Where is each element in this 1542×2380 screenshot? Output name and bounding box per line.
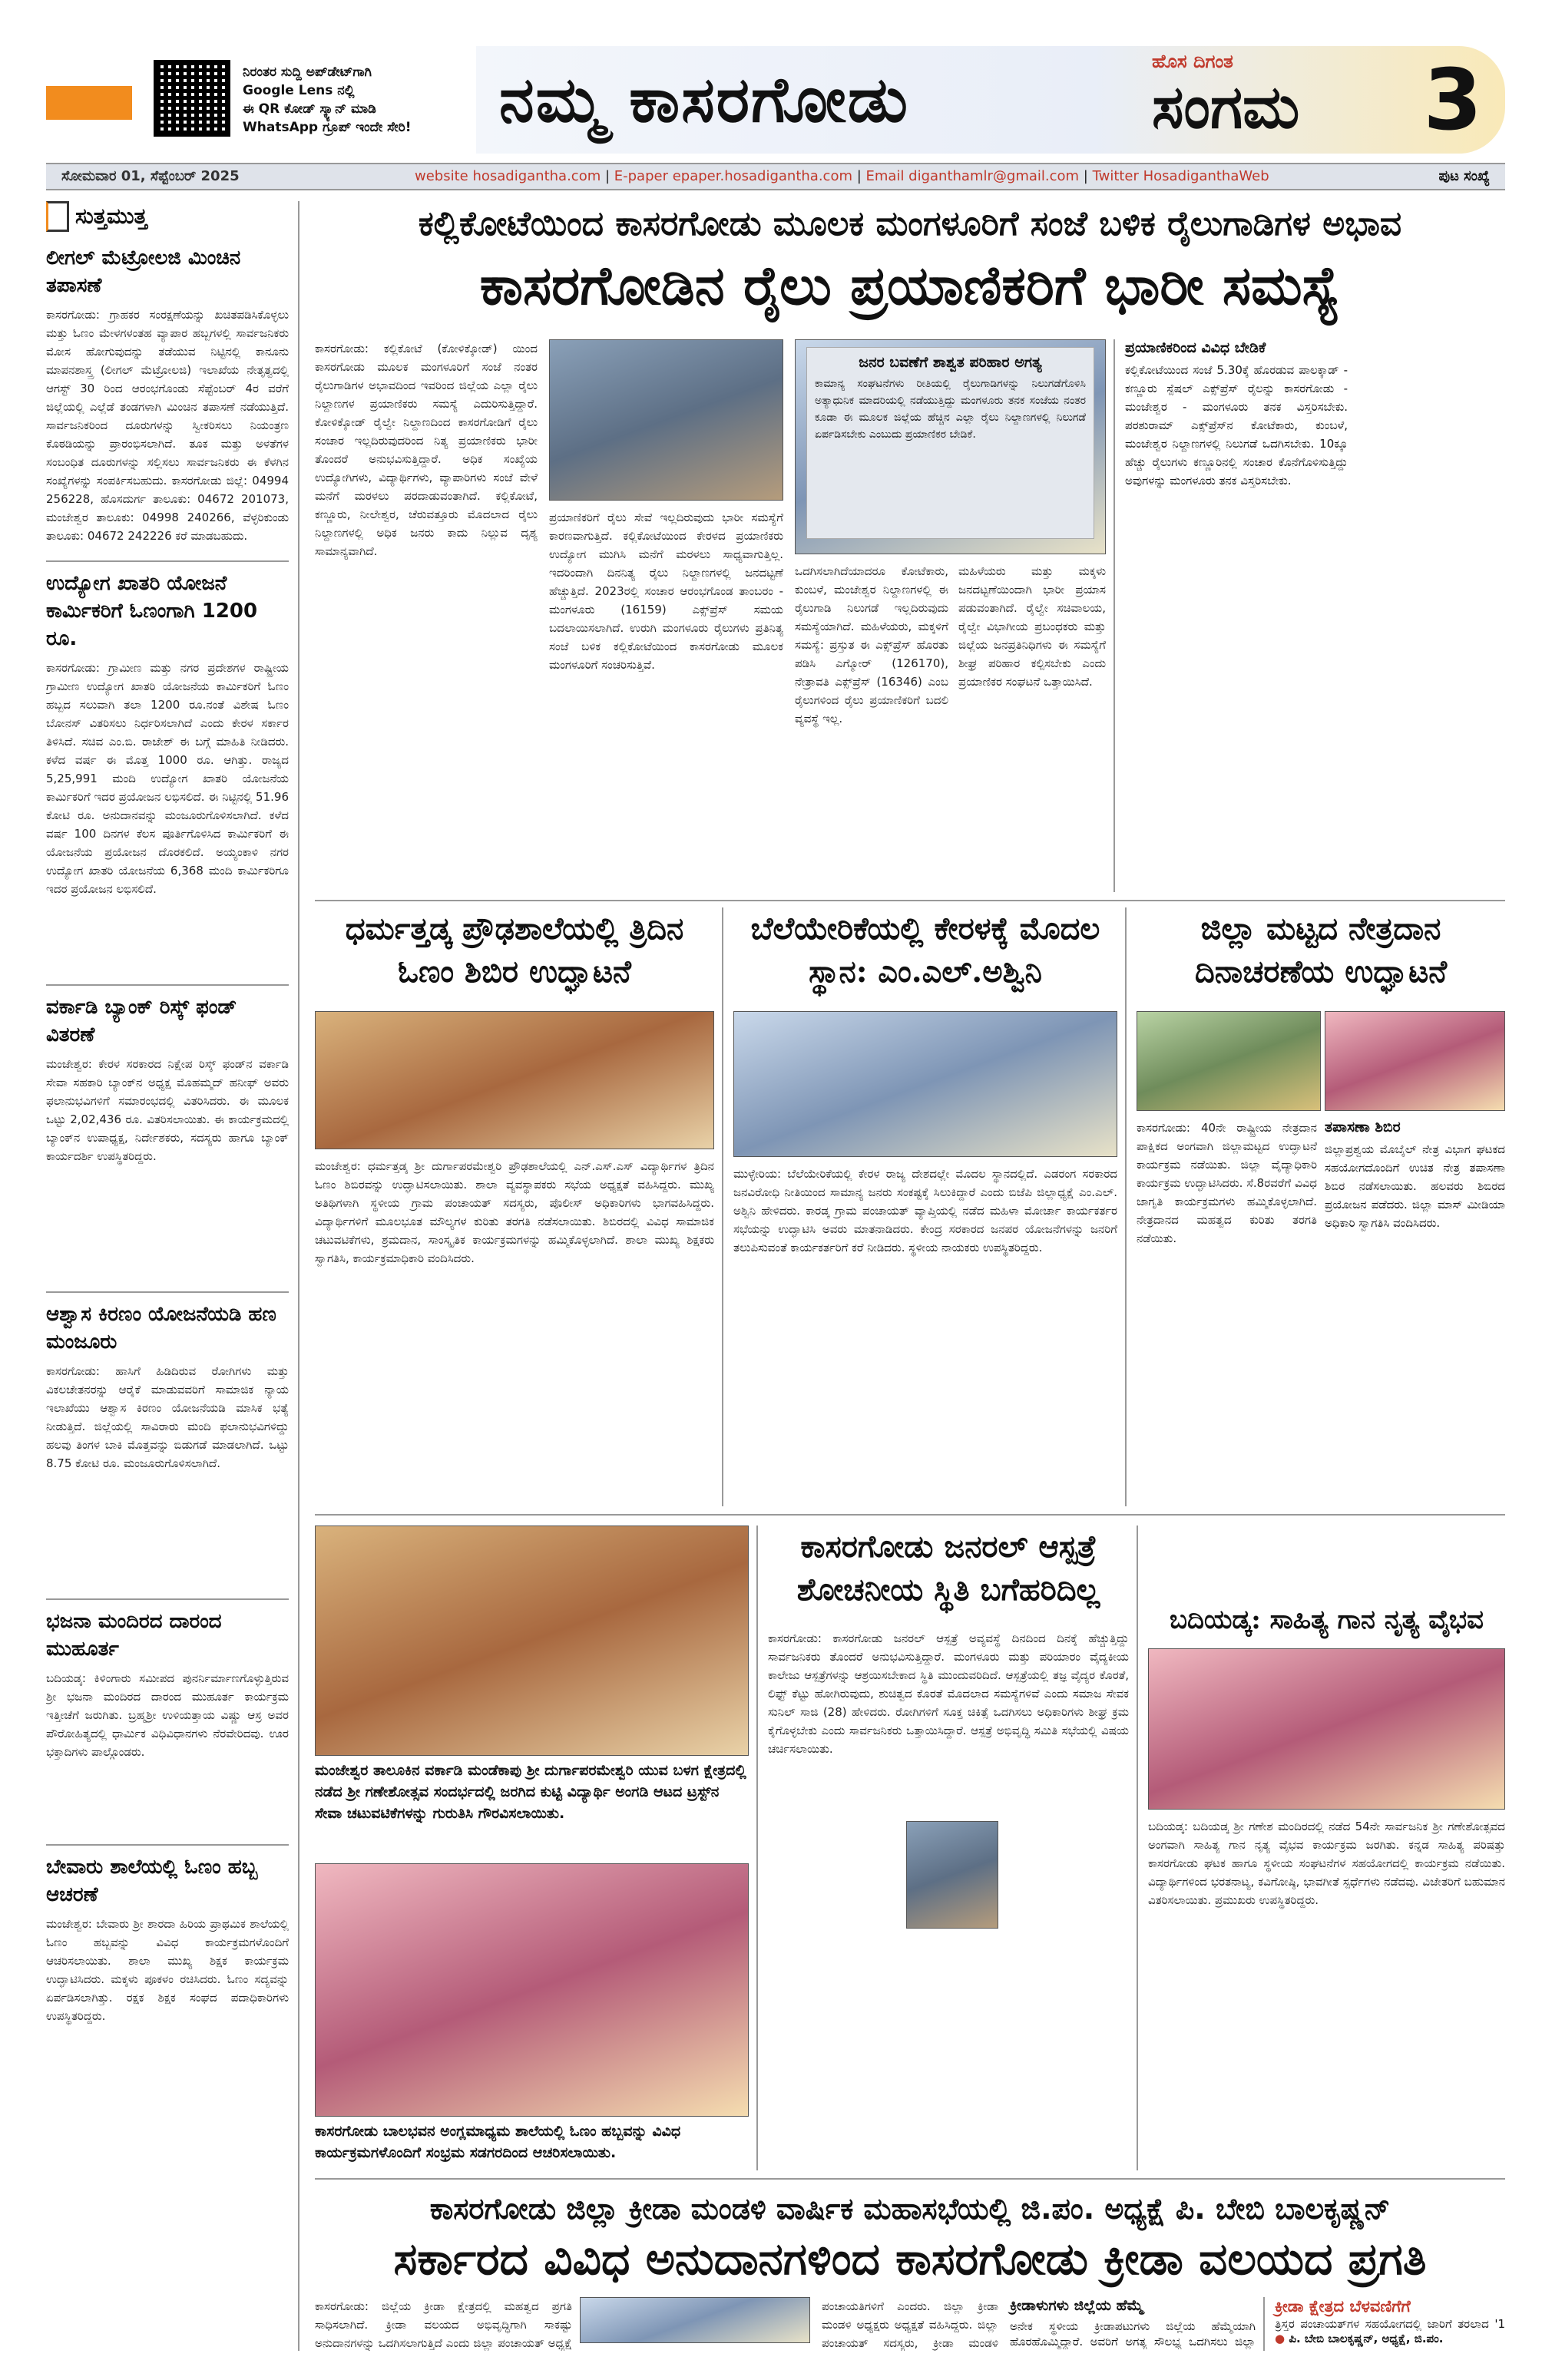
divider xyxy=(46,984,289,986)
story-body: ಮಂಜೇಶ್ವರ: ಧರ್ಮತ್ತಡ್ಕ ಶ್ರೀ ದುರ್ಗಾಪರಮೇಶ್ವರಿ ಪ್ರೌಢಶಾಲೆಯಲ್ಲಿ ಎನ್.ಎಸ್.ಎಸ್ ವಿದ್ಯಾರ್ಥಿಗಳ ತ್ರಿದಿನ ಓಣಂ ಶಿಬಿರವನ್ನು ಉದ್ಘಾಟಿಸಲಾಯಿತು. ಶಾಲಾ ವ್ಯವಸ್ಥಾಪಕರು ಸಭೆಯ ಅಧ್ಯಕ್ಷತೆ ವಹಿಸಿದ್ದರು. ಮುಖ್ಯ ಅತಿಥಿಗಳಾಗಿ ಸ್ಥಳೀಯ ಗ್ರಾಮ ಪಂಚಾಯತ್ ಸದಸ್ಯರು, ಪೊಲೀಸ್ ಅಧಿಕಾರಿಗಳು ಭಾಗವಹಿಸಿದ್ದರು. ವಿದ್ಯಾರ್ಥಿಗಳಿಗೆ ಮೂಲಭೂತ ಮೌಲ್ಯಗಳ ಕುರಿತು ತರಗತಿ ನಡೆಸಲಾಯಿತು. ಶಿಬಿರದಲ್ಲಿ ವಿವಿಧ ಸಾಮಾಜಿಕ ಚಟುವಟಿಕೆಗಳು, ಶ್ರಮದಾನ, ಸಾಂಸ್ಕೃತಿಕ ಕಾರ್ಯಕ್ರಮಗಳನ್ನು ಹಮ್ಮಿಕೊಳ್ಳಲಾಗಿದೆ. ಶಾಲಾ ಮುಖ್ಯ ಶಿಕ್ಷಕರು ಸ್ವಾಗತಿಸಿ, ಕಾರ್ಯಕ್ರಮಾಧಿಕಾರಿ ವಂದಿಸಿದರು. xyxy=(315,1159,714,1265)
eye-camp-photo xyxy=(1325,1011,1505,1111)
divider xyxy=(46,560,289,562)
info-box xyxy=(806,347,1094,539)
column-rule xyxy=(1263,2297,1265,2351)
sidebar-title: ಪ್ರಯಾಣಿಕರಿಂದ ವಿವಿಧ ಬೇಡಿಕೆ xyxy=(1125,339,1266,356)
eye-donation-photo xyxy=(1137,1011,1321,1111)
lead-column-2: ಪ್ರಯಾಣಿಕರಿಗೆ ರೈಲು ಸೇವೆ ಇಲ್ಲದಿರುವುದು ಭಾರೀ ಸಮಸ್ಯೆಗೆ ಕಾರಣವಾಗುತ್ತಿದೆ. ಕಲ್ಲಿಕೋಟೆಯಿಂದ ಕೇರಳದ ಪ್ರಯಾಣಿಕರು ಉದ್ಯೋಗ ಮುಗಿಸಿ ಮನೆಗೆ ಮರಳಲು ಸಾಧ್ಯವಾಗುತ್ತಿಲ್ಲ. ಇದರಿಂದಾಗಿ ದಿನನಿತ್ಯ ರೈಲು ನಿಲ್ದಾಣಗಳಲ್ಲಿ ಜನದಟ್ಟಣೆ ಹೆಚ್ಚುತ್ತಿದೆ. 2023ರಲ್ಲಿ ಸಂಚಾರ ಆರಂಭಗೊಂಡ ತಾಂಬರಂ - ಮಂಗಳೂರು (16159) ಎಕ್ಸ್‌ಪ್ರೆಸ್ ಸಮಯ ಬದಲಾಯಿಸಲಾಗಿದೆ. ಉರುಗಿ ಮಂಗಳೂರು ರೈಲುಗಳು ಪ್ರತಿನಿತ್ಯ ಸಂಜೆ ಬಳಿಕ ಕಲ್ಲಿಕೋಟೆಯಿಂದ ಕಾಸರಗೋಡು ಮೂಲಕ ಮಂಗಳೂರಿಗೆ ಸಂಚರಿಸುತ್ತಿವೆ. xyxy=(549,511,783,672)
story-body: ಮಂಜೇಶ್ವರ: ಬೇವಾರು ಶ್ರೀ ಶಾರದಾ ಹಿರಿಯ ಪ್ರಾಥಮಿಕ ಶಾಲೆಯಲ್ಲಿ ಓಣಂ ಹಬ್ಬವನ್ನು ವಿವಿಧ ಕಾರ್ಯಕ್ರಮಗಳೊಂದಿಗೆ ಆಚರಿಸಲಾಯಿತು. ಶಾಲಾ ಮುಖ್ಯ ಶಿಕ್ಷಕ ಕಾರ್ಯಕ್ರಮ ಉದ್ಘಾಟಿಸಿದರು. ಮಕ್ಕಳು ಪೂಕಳಂ ರಚಿಸಿದರು. ಓಣಂ ಸದ್ಯವನ್ನು ಏರ್ಪಡಿಸಲಾಗಿತ್ತು. ರಕ್ಷಕ ಶಿಕ್ಷಕ ಸಂಘದ ಪದಾಧಿಕಾರಿಗಳು ಉಪಸ್ಥಿತರಿದ್ದರು. xyxy=(46,1917,289,2023)
story-headline: ವರ್ಕಾಡಿ ಬ್ಯಾಂಕ್ ರಿಸ್ಕ್ ಫಂಡ್ ವಿತರಣೆ xyxy=(46,996,237,1046)
subsection-title: ತಪಾಸಣಾ ಶಿಬಿರ xyxy=(1325,1119,1401,1135)
story-headline: ಆಶ್ವಾಸ ಕಿರಣಂ ಯೋಜನೆಯಡಿ ಹಣ ಮಂಜೂರು xyxy=(46,1303,276,1354)
divider xyxy=(46,1598,289,1600)
sidebar-byline xyxy=(1275,2332,1505,2345)
story-body: ಬದಿಯಡ್ಕ: ಬದಿಯಡ್ಕ ಶ್ರೀ ಗಣೇಶ ಮಂದಿರದಲ್ಲಿ ನಡೆದ 54ನೇ ಸಾರ್ವಜನಿಕ ಶ್ರೀ ಗಣೇಶೋತ್ಸವದ ಅಂಗವಾಗಿ ಸಾಹಿತ್ಯ ಗಾನ ನೃತ್ಯ ವೈಭವ ಕಾರ್ಯಕ್ರಮ ಜರಗಿತು. ಕನ್ನಡ ಸಾಹಿತ್ಯ ಪರಿಷತ್ತು ಕಾಸರಗೋಡು ಘಟಕ ಹಾಗೂ ಸ್ಥಳೀಯ ಸಂಘಟನೆಗಳ ಸಹಯೋಗದಲ್ಲಿ ಕಾರ್ಯಕ್ರಮ ನಡೆಯಿತು. ವಿದ್ಯಾರ್ಥಿಗಳಿಂದ ಭರತನಾಟ್ಯ, ಕವಿಗೋಷ್ಠಿ, ಭಾವಗೀತೆ ಸ್ಪರ್ಧೆಗಳು ನಡೆದವು. ವಿಜೇತರಿಗೆ ಬಹುಮಾನ ವಿತರಿಸಲಾಯಿತು. ಪ್ರಮುಖರು ಉಪಸ್ಥಿತರಿದ್ದರು. xyxy=(1148,1820,1505,1907)
bottom-headline: ಸರ್ಕಾರದ ವಿವಿಧ ಅನುದಾನಗಳಿಂದ ಕಾಸರಗೋಡು ಕ್ರೀಡಾ ವಲಯದ ಪ್ರಗತಿ xyxy=(393,2233,1427,2285)
section-divider xyxy=(315,2178,1505,2180)
photo-caption: ಕಾಸರಗೋಡು ಬಾಲಭವನ ಅಂಗ್ಲಮಾಧ್ಯಮ ಶಾಲೆಯಲ್ಲಿ ಓಣಂ ಹಬ್ಬವನ್ನು ವಿವಿಧ ಕಾರ್ಯಕ್ರಮಗಳೊಂದಿಗೆ ಸಂಭ್ರಮ ಸಡಗರದಿಂದ ಆಚರಿಸಲಾಯಿತು. xyxy=(315,2123,681,2161)
column-rule xyxy=(756,1526,758,2170)
story-body: ಕಾಸರಗೋಡು: ಗ್ರಾಹಕರ ಸಂರಕ್ಷಣೆಯನ್ನು ಖಚಿತಪಡಿಸಿಕೊಳ್ಳಲು ಮತ್ತು ಓಣಂ ಮೇಳಗಳಂತಹ ವ್ಯಾಪಾರ ಹಬ್ಬಗಳಲ್ಲಿ ಸಾರ್ವಜನಿಕರು ಮೋಸ ಹೋಗುವುದನ್ನು ತಡೆಯುವ ನಿಟ್ಟಿನಲ್ಲಿ ಕಾನೂನು ಮಾಪನಶಾಸ್ತ್ರ (ಲೀಗಲ್ ಮೆಟ್ರೋಲಜಿ) ಇಲಾಖೆಯ ನೇತೃತ್ವದಲ್ಲಿ ಆಗಸ್ಟ್ 30 ರಿಂದ ಆರಂಭಗೊಂಡು ಸೆಪ್ಟೆಂಬರ್ 4ರ ವರೆಗೆ ಜಿಲ್ಲೆಯಲ್ಲಿ ಎಲ್ಲೆಡೆ ತಂಡಗಳಾಗಿ ಮಿಂಚಿನ ತಪಾಸಣೆ ನಡೆಯುತ್ತಿದೆ. ಸಾರ್ವಜನಿಕರಿಂದ ದೂರುಗಳನ್ನು ಸ್ವೀಕರಿಸಲು ನಿಯಂತ್ರಣ ಕೊಠಡಿಯನ್ನು ಪ್ರಾರಂಭಿಸಲಾಗಿದೆ. ತೂಕ ಮತ್ತು ಅಳತೆಗಳ ಸಂಬಂಧಿತ ದೂರುಗಳನ್ನು ಸಲ್ಲಿಸಲು ಸಾರ್ವಜನಿಕರು ಈ ಕೆಳಗಿನ ಸಂಖ್ಯೆಗಳನ್ನು ಸಂಪರ್ಕಿಸಬಹುದು. ಕಾಸರಗೋಡು ಜಿಲ್ಲೆ: 04994 256228, ಹೊಸದುರ್ಗ ತಾಲೂಕು: 04672 201073, ಮಂಜೇಶ್ವರ ತಾಲೂಕು: 04998 240266, ವೆಳ್ಳರಿಕುಂಡು ತಾಲೂಕು: 04672 242226 ಕರೆ ಮಾಡಬಹುದು. xyxy=(46,308,289,543)
lead-headline: ಕಾಸರಗೋಡಿನ ರೈಲು ಪ್ರಯಾಣಿಕರಿಗೆ ಭಾರೀ ಸಮಸ್ಯೆ xyxy=(479,253,1341,317)
page-title: ನಮ್ಮ ಕಾಸರಗೋಡು xyxy=(499,63,909,137)
subsection-body: ಅನೇಕ ಸ್ಥಳೀಯ ಕ್ರೀಡಾಪಟುಗಳು ಜಿಲ್ಲೆಯ ಹೆಮ್ಮೆಯಾಗಿ ಹೊರಹೊಮ್ಮಿದ್ದಾರೆ. ಅವರಿಗೆ ಅಗತ್ಯ ಸೌಲಭ್ಯ ಒದಗಿಸಲು ಜಿಲ್ಲಾ xyxy=(1010,2319,1256,2349)
info-box-body: ಕಾಮಾನ್ಯ ಸಂಘಟನೆಗಳು ರೀತಿಯಲ್ಲಿ ರೈಲುಗಾಡಿಗಳನ್ನು ನಿಲುಗಡೆಗೊಳಿಸಿ ಅತ್ಯಾಧುನಿಕ ಮಾದರಿಯಲ್ಲಿ ನಡೆಯುತ್ತಿದ್ದು ಮಂಗಳೂರು ತನಕ ಸಂಜೆಯ ನಂತರ ಕೂಡಾ ಈ ಮೂಲಕ ಜಿಲ್ಲೆಯ ಹೆಚ್ಚಿನ ಎಲ್ಲಾ ರೈಲು ನಿಲ್ದಾಣಗಳಲ್ಲಿ ನಿಲುಗಡೆ ಏರ್ಪಡಿಸಬೇಕು ಎಂಬುದು ಪ್ರಯಾಣಿಕರ ಬೇಡಿಕೆ. xyxy=(815,378,1086,441)
lead-column-3: ಒದಗಿಸಲಾಗಿದೆಯಾದರೂ ಕೋಟೆಕಾರು, ಕುಂಬಳೆ, ಮಂಜೇಶ್ವರ ನಿಲ್ದಾಣಗಳಲ್ಲಿ ಈ ರೈಲುಗಾಡಿ ನಿಲುಗಡೆ ಇಲ್ಲದಿರುವುದು ಸಮಸ್ಯೆಯಾಗಿದೆ. ಮಹಿಳೆಯರು, ಮಕ್ಕಳಿಗೆ ಸಮಸ್ಯೆ: ಪ್ರಸ್ತುತ ಈ ಎಕ್ಸ್‌ಪ್ರೆಸ್ ಹೊರತು ಪಡಿಸಿ ಎಗ್ಮೋರ್ (126170), ನೇತ್ರಾವತಿ ಎಕ್ಸ್‌ಪ್ರೆಸ್ (16346) ಎಂಬ ರೈಲುಗಳಿಂದ ರೈಲು ಪ್ರಯಾಣಿಕರಿಗೆ ಬದಲಿ ವ್ಯವಸ್ಥೆ ಇಲ್ಲ. xyxy=(795,564,948,726)
qr-code-icon[interactable] xyxy=(154,60,230,137)
lead-sidebar xyxy=(1125,339,1348,883)
left-column xyxy=(46,201,299,2351)
page-label: ಪುಟ ಸಂಖ್ಯೆ xyxy=(1438,168,1490,184)
story-headline: ಜಿಲ್ಲಾ ಮಟ್ಟದ ನೇತ್ರದಾನ ದಿನಾಚರಣೆಯ ಉದ್ಘಾಟನೆ xyxy=(1194,911,1448,990)
date-strip xyxy=(46,163,1505,190)
story-headline: ಧರ್ಮತ್ತಡ್ಕ ಪ್ರೌಢಶಾಲೆಯಲ್ಲಿ ತ್ರಿದಿನ ಓಣಂ ಶಿಬಿರ ಉದ್ಘಾಟನೆ xyxy=(345,911,684,990)
story-headline: ಕಾಸರಗೋಡು ಜನರಲ್ ಆಸ್ಪತ್ರೆ ಶೋಚನೀಯ ಸ್ಥಿತಿ ಬಗೆಹರಿದಿಲ್ಲ xyxy=(796,1529,1100,1608)
bottom-kicker: ಕಾಸರಗೋಡು ಜಿಲ್ಲಾ ಕ್ರೀಡಾ ಮಂಡಳಿ ವಾರ್ಷಿಕ ಮಹಾಸಭೆಯಲ್ಲಿ ಜಿ.ಪಂ. ಅಧ್ಯಕ್ಷೆ ಪಿ. ಬೇಬಿ ಬಾಲಕೃಷ್ಣನ್ xyxy=(429,2192,1391,2226)
story-body: ಕಾಸರಗೋಡು: 40ನೇ ರಾಷ್ಟ್ರೀಯ ನೇತ್ರದಾನ ಪಾಕ್ಷಿಕದ ಅಂಗವಾಗಿ ಜಿಲ್ಲಾಮಟ್ಟದ ಉದ್ಘಾಟನೆ ಕಾರ್ಯಕ್ರಮ ನಡೆಯಿತು. ಜಿಲ್ಲಾ ವೈದ್ಯಾಧಿಕಾರಿ ಕಾರ್ಯಕ್ರಮ ಉದ್ಘಾಟಿಸಿದರು. ಸೆ.8ರವರೆಗೆ ವಿವಿಧ ಜಾಗೃತಿ ಕಾರ್ಯಕ್ರಮಗಳು ಹಮ್ಮಿಕೊಳ್ಳಲಾಗಿದೆ. ನೇತ್ರದಾನದ ಮಹತ್ವದ ಕುರಿತು ತರಗತಿ ನಡೆಯಿತು. xyxy=(1137,1121,1317,1245)
website-link[interactable]: website hosadigantha.com xyxy=(415,168,601,184)
sidebar-body: ತ್ರಿಸ್ತರ ಪಂಚಾಯತ್‌ಗಳ ಸಹಯೋಗದಲ್ಲಿ ಜಾರಿಗೆ ತರಲಾದ '1 xyxy=(1275,2317,1505,2331)
shibira-photo xyxy=(315,1011,714,1149)
section-divider xyxy=(315,1514,1505,1516)
qr-line: ನಿರಂತರ ಸುದ್ದಿ ಅಪ್‌ಡೇಟ್‌ಗಾಗಿ xyxy=(243,64,372,80)
divider xyxy=(46,1291,289,1293)
epaper-link[interactable]: E-paper epaper.hosadigantha.com xyxy=(614,168,852,184)
meeting-photo xyxy=(733,1011,1117,1157)
bullet-icon: ● xyxy=(1275,2332,1286,2345)
column-rule xyxy=(1137,1526,1138,2170)
column-rule xyxy=(1125,907,1127,1506)
section-name: ಸಂಗಮ xyxy=(1152,72,1300,142)
lead-column-4: ಮಹಿಳೆಯರು ಮತ್ತು ಮಕ್ಕಳು ಜನದಟ್ಟಣೆಯಿಂದಾಗಿ ಭಾರೀ ಪ್ರಯಾಸ ಪಡುವಂತಾಗಿದೆ. ರೈಲ್ವೇ ಸಚಿವಾಲಯ, ರೈಲ್ವೇ ವಿಭಾಗೀಯ ಪ್ರಬಂಧಕರು ಮತ್ತು ಜಿಲ್ಲೆಯ ಜನಪ್ರತಿನಿಧಿಗಳು ಈ ಸಮಸ್ಯೆಗೆ ಶೀಘ್ರ ಪರಿಹಾರ ಕಲ್ಪಿಸಬೇಕು ಎಂದು ಪ್ರಯಾಣಿಕರ ಸಂಘಟನೆ ಒತ್ತಾಯಿಸಿದೆ. xyxy=(958,564,1106,689)
sidebar-title: ಕ್ರೀಡಾ ಕ್ಷೇತ್ರದ ಬೆಳವಣಿಗೆಗೆ xyxy=(1275,2297,1411,2316)
story-headline: ಬದಿಯಡ್ಕ: ಸಾಹಿತ್ಯ ಗಾನ ನೃತ್ಯ ವೈಭವ xyxy=(1170,1605,1484,1635)
story-body: ಪಂಚಾಯತಿಗಳಿಗೆ ಎಂದರು. ಜಿಲ್ಲಾ ಕ್ರೀಡಾ ಮಂಡಳಿ ಅಧ್ಯಕ್ಷರು ಅಧ್ಯಕ್ಷತೆ ವಹಿಸಿದ್ದರು. ಜಿಲ್ಲಾ ಪಂಚಾಯತ್ ಸದಸ್ಯರು, ಕ್ರೀಡಾ ಮಂಡಳಿ xyxy=(822,2299,998,2350)
subsection-title: ಕ್ರೀಡಾಳುಗಳು ಜಿಲ್ಲೆಯ ಹೆಮ್ಮೆ xyxy=(1010,2297,1143,2314)
lead-column-1: ಕಾಸರಗೋಡು: ಕಲ್ಲಿಕೋಟೆ (ಕೋಳಿಕ್ಕೋಡ್) ಯಿಂದ ಕಾಸರಗೋಡು ಮೂಲಕ ಮಂಗಳೂರಿಗೆ ಸಂಜೆ ನಂತರ ರೈಲುಗಾಡಿಗಳ ಅಭಾವದಿಂದ ಇವರಿಂದ ಜಿಲ್ಲೆಯ ಎಲ್ಲಾ ರೈಲು ನಿಲ್ದಾಣಗಳ ಪ್ರಯಾಣಿಕರು ಸಮಸ್ಯೆ ಎದುರಿಸುತ್ತಿದ್ದಾರೆ. ಕೋಳಿಕ್ಕೋಡ್ ರೈಲ್ವೇ ನಿಲ್ದಾಣದಿಂದ ಕಾಸರಗೋಡಿಗೆ ರೈಲು ಸಂಚಾರ ಇಲ್ಲದಿರುವುದರಿಂದ ನಿತ್ಯ ಪ್ರಯಾಣಿಕರು ಭಾರೀ ತೊಂದರೆ ಅನುಭವಿಸುತ್ತಿದ್ದಾರೆ. ಅಧಿಕ ಸಂಖ್ಯೆಯ ಉದ್ಯೋಗಿಗಳು, ವಿದ್ಯಾರ್ಥಿಗಳು, ವ್ಯಾಪಾರಿಗಳು ಸಂಜೆ ವೇಳೆ ಮನೆಗೆ ಮರಳಲು ಪರದಾಡುವಂತಾಗಿದೆ. ಕಲ್ಲಿಕೋಟೆ, ಕಣ್ಣೂರು, ನೀಲೇಶ್ವರ, ಚೆರುವತ್ತೂರು ಮೊದಲಾದ ರೈಲು ನಿಲ್ದಾಣಗಳಲ್ಲಿ ಅಧಿಕ ಜನರು ಕಾದು ನಿಲ್ಲುವ ದೃಶ್ಯ ಸಾಮಾನ್ಯವಾಗಿದೆ. xyxy=(315,342,538,558)
story-headline: ಬೆಲೆಯೇರಿಕೆಯಲ್ಲಿ ಕೇರಳಕ್ಕೆ ಮೊದಲ ಸ್ಥಾನ: ಎಂ.ಎಲ್.ಅಶ್ವಿನಿ xyxy=(750,911,1100,990)
main-area xyxy=(315,201,1505,2351)
story-body: ಬದಿಯಡ್ಕ: ಕಿಳಿಂಗಾರು ಸಮೀಪದ ಪುನರ್ನಿರ್ಮಾಣಗೊಳ್ಳುತ್ತಿರುವ ಶ್ರೀ ಭಜನಾ ಮಂದಿರದ ದಾರಂದ ಮುಹೂರ್ತ ಕಾರ್ಯಕ್ರಮ ಇತ್ತೀಚೆಗೆ ಜರುಗಿತು. ಬ್ರಹ್ಮಶ್ರೀ ಉಳಿಯತ್ತಾಯ ವಿಷ್ಣು ಆಸ್ರ ಅವರ ಪೌರೋಹಿತ್ಯದಲ್ಲಿ ಧಾರ್ಮಿಕ ವಿಧಿವಿಧಾನಗಳು ನೆರವೇರಿದವು. ಊರ ಭಕ್ತಾದಿಗಳು ಪಾಲ್ಗೊಂಡರು. xyxy=(46,1671,289,1759)
section-header xyxy=(46,201,289,232)
masthead xyxy=(46,46,1505,154)
email-link[interactable]: Email diganthamlr@gmail.com xyxy=(865,168,1080,184)
issue-date: ಸೋಮವಾರ 01, ಸೆಪ್ಟೆಂಬರ್ 2025 xyxy=(61,168,240,184)
sidebar-body: ಕಲ್ಲಿಕೋಟೆಯಿಂದ ಸಂಜೆ 5.30ಕ್ಕೆ ಹೊರಡುವ ಪಾಲಕ್ಕಾಡ್ - ಕಣ್ಣೂರು ಸ್ಪೆಷಲ್ ಎಕ್ಸ್‌ಪ್ರೆಸ್ ರೈಲನ್ನು ಕಾಸರಗೋಡು - ಮಂಜೇಶ್ವರ - ಮಂಗಳೂರು ತನಕ ವಿಸ್ತರಿಸಬೇಕು. ಪರಶುರಾಮ್ ಎಕ್ಸ್‌ಪ್ರೆಸ್‌ನ ಕೋಟೆಕಾರು, ಕುಂಬಳೆ, ಮಂಜೇಶ್ವರ ನಿಲ್ದಾಣಗಳಲ್ಲಿ ನಿಲುಗಡೆ ಒದಗಿಸಬೇಕು. 10ಕ್ಕೂ ಹೆಚ್ಚು ರೈಲುಗಳು ಕಣ್ಣೂರಿನಲ್ಲಿ ಸಂಚಾರ ಕೊನೆಗೊಳಿಸುತ್ತಿದ್ದು ಅವುಗಳನ್ನು ಮಂಗಳೂರು ತನಕ ವಿಸ್ತರಿಸಬೇಕು. xyxy=(1125,363,1348,488)
info-box-title: ಜನರ ಬವಣೆಗೆ ಶಾಶ್ವತ ಪರಿಹಾರ ಅಗತ್ಯ xyxy=(859,354,1042,371)
qr-line: ಈ QR ಕೋಡ್ ಸ್ಕ್ಯಾನ್ ಮಾಡಿ xyxy=(243,101,376,117)
story-headline: ಲೀಗಲ್ ಮೆಟ್ರೋಲಜಿ ಮಿಂಚಿನ ತಪಾಸಣೆ xyxy=(46,246,241,297)
story-headline: ಉದ್ಯೋಗ ಖಾತರಿ ಯೋಜನೆ ಕಾರ್ಮಿಕರಿಗೆ ಓಣಂಗಾಗಿ 1200 ರೂ. xyxy=(46,572,258,650)
story-body: ಮಂಜೇಶ್ವರ: ಕೇರಳ ಸರಕಾರದ ನಿಕ್ಷೇಪ ರಿಸ್ಕ್ ಫಂಡ್‌ನ ವರ್ಕಾಡಿ ಸೇವಾ ಸಹಕಾರಿ ಬ್ಯಾಂಕ್‌ನ ಅಧ್ಯಕ್ಷ ಮೊಹಮ್ಮದ್ ಹನೀಫ್ ಅವರು ಫಲಾನುಭವಿಗಳಿಗೆ ಸಮಾರಂಭದಲ್ಲಿ ವಿತರಿಸಿದರು. ಈ ಮೂಲಕ ಒಟ್ಟು 2,02,436 ರೂ. ವಿತರಿಸಲಾಯಿತು. ಈ ಕಾರ್ಯಕ್ರಮದಲ್ಲಿ ಬ್ಯಾಂಕ್‌ನ ಉಪಾಧ್ಯಕ್ಷ, ನಿರ್ದೇಶಕರು, ಸದಸ್ಯರು ಹಾಗೂ ಬ್ಯಾಂಕ್ ಕಾರ್ಯದರ್ಶಿ ಉಪಸ್ಥಿತರಿದ್ದರು. xyxy=(46,1057,289,1163)
byline-text: ಪಿ. ಬೇಬಿ ಬಾಲಕೃಷ್ಣನ್, ಅಧ್ಯಕ್ಷೆ, ಜಿ.ಪಂ. xyxy=(1289,2332,1444,2345)
section-title: ಸುತ್ತಮುತ್ತ xyxy=(75,203,147,229)
speaker-photo xyxy=(580,2297,810,2343)
story-body: ಕಾಸರಗೋಡು: ಜಿಲ್ಲೆಯ ಕ್ರೀಡಾ ಕ್ಷೇತ್ರದಲ್ಲಿ ಮಹತ್ವದ ಪ್ರಗತಿ ಸಾಧಿಸಲಾಗಿದೆ. ಕ್ರೀಡಾ ವಲಯದ ಅಭಿವೃದ್ಧಿಗಾಗಿ ಸಾಕಷ್ಟು ಅನುದಾನಗಳನ್ನು ಒದಗಿಸಲಾಗುತ್ತಿದೆ ಎಂದು ಜಿಲ್ಲಾ ಪಂಚಾಯತ್ ಅಧ್ಯಕ್ಷೆ xyxy=(315,2299,572,2350)
subsection xyxy=(1010,2297,1256,2349)
onam-pookalam-photo xyxy=(315,1863,749,2117)
divider xyxy=(46,1844,289,1846)
lead-kicker: ಕಲ್ಲಿಕೋಟೆಯಿಂದ ಕಾಸರಗೋಡು ಮೂಲಕ ಮಂಗಳೂರಿಗೆ ಸಂಜೆ ಬಳಿಕ ರೈಲುಗಾಡಿಗಳ ಅಭಾವ xyxy=(418,204,1402,243)
qr-line: Google Lens ನಲ್ಲಿ xyxy=(243,83,355,98)
story-body: ಕಾಸರಗೋಡು: ಕಾಸರಗೋಡು ಜನರಲ್ ಆಸ್ಪತ್ರೆ ಅವ್ಯವಸ್ಥೆ ದಿನದಿಂದ ದಿನಕ್ಕೆ ಹೆಚ್ಚುತ್ತಿದ್ದು ಸಾರ್ವಜನಿಕರು ತೊಂದರೆ ಅನುಭವಿಸುತ್ತಿದ್ದಾರೆ. ಮಂಗಳೂರು ಮತ್ತು ಪರಿಯಾರಂ ವೈದ್ಯಕೀಯ ಕಾಲೇಜು ಆಸ್ಪತ್ರೆಗಳನ್ನು ಆಶ್ರಯಿಸಬೇಕಾದ ಸ್ಥಿತಿ ಮುಂದುವರಿದಿದೆ. ಆಸ್ಪತ್ರೆಯಲ್ಲಿ ತಜ್ಞ ವೈದ್ಯರ ಕೊರತೆ, ಲಿಫ್ಟ್ ಕೆಟ್ಟು ಹೋಗಿರುವುದು, ಶುಚಿತ್ವದ ಕೊರತೆ ಮೊದಲಾದ ಸಮಸ್ಯೆಗಳಿವೆ ಎಂದು ಸಮಾಜ ಸೇವಕ ಸುನಿಲ್ ಸಾಜಿ (28) ಹೇಳಿದರು. ರೋಗಿಗಳಿಗೆ ಸೂಕ್ತ ಚಿಕಿತ್ಸೆ ಒದಗಿಸಲು ಅಧಿಕಾರಿಗಳು ಶೀಘ್ರ ಕ್ರಮ ಕೈಗೊಳ್ಳಬೇಕು ಎಂದು ಸಾರ್ವಜನಿಕರು ಒತ್ತಾಯಿಸಿದ್ದಾರೆ. ಆಸ್ಪತ್ರೆ ಅಭಿವೃದ್ಧಿ ಸಮಿತಿ ಸಭೆಯಲ್ಲಿ ವಿಷಯ ಚರ್ಚಿಸಲಾಯಿತು. xyxy=(768,1631,1129,1756)
story-body: ಮುಳ್ಳೇರಿಯ: ಬೆಲೆಯೇರಿಕೆಯಲ್ಲಿ ಕೇರಳ ರಾಜ್ಯ ದೇಶದಲ್ಲೇ ಮೊದಲ ಸ್ಥಾನದಲ್ಲಿದೆ. ಎಡರಂಗ ಸರಕಾರದ ಜನವಿರೋಧಿ ನೀತಿಯಿಂದ ಸಾಮಾನ್ಯ ಜನರು ಸಂಕಷ್ಟಕ್ಕೆ ಸಿಲುಕಿದ್ದಾರೆ ಎಂದು ಬಿಜೆಪಿ ಜಿಲ್ಲಾಧ್ಯಕ್ಷೆ ಎಂ.ಎಲ್. ಅಶ್ವಿನಿ ಹೇಳಿದರು. ಕಾರಡ್ಕ ಗ್ರಾಮ ಪಂಚಾಯತ್ ವ್ಯಾಪ್ತಿಯಲ್ಲಿ ನಡೆದ ಮಹಿಳಾ ಮೋರ್ಚಾ ಕಾರ್ಯಕರ್ತರ ಸಭೆಯನ್ನು ಉದ್ಘಾಟಿಸಿ ಅವರು ಮಾತನಾಡಿದರು. ಕೇಂದ್ರ ಸರಕಾರದ ಜನಪರ ಯೋಜನೆಗಳನ್ನು ಜನರಿಗೆ ತಲುಪಿಸುವಂತೆ ಕಾರ್ಯಕರ್ತರಿಗೆ ಕರೆ ನೀಡಿದರು. ಸ್ಥಳೀಯ ನಾಯಕರು ಉಪಸ್ಥಿತರಿದ್ದರು. xyxy=(733,1167,1117,1254)
story-headline: ಬೇವಾರು ಶಾಲೆಯಲ್ಲಿ ಓಣಂ ಹಬ್ಬ ಆಚರಣೆ xyxy=(46,1856,258,1906)
subsection-body: ಜಿಲ್ಲಾಪ್ರಶ್ವಯ ಮೊಬೈಲ್ ನೇತ್ರ ವಿಭಾಗ ಘಟಕದ ಸಹಯೋಗದೊಂದಿಗೆ ಉಚಿತ ನೇತ್ರ ತಪಾಸಣಾ ಶಿಬಿರ ನಡೆಸಲಾಯಿತು. ಹಲವರು ಶಿಬಿರದ ಪ್ರಯೋಜನ ಪಡೆದರು. ಜಿಲ್ಲಾ ಮಾಸ್ ಮೀಡಿಯಾ ಅಧಿಕಾರಿ ಸ್ವಾಗತಿಸಿ ವಂದಿಸಿದರು. xyxy=(1325,1142,1505,1230)
person-portrait xyxy=(906,1821,998,1929)
column-rule xyxy=(1113,339,1115,892)
cultural-event-photo xyxy=(1148,1648,1505,1810)
section-divider xyxy=(315,900,1505,901)
accent-bar xyxy=(46,86,132,120)
twitter-link[interactable]: Twitter HosadiganthaWeb xyxy=(1092,168,1269,184)
story-body: ಕಾಸರಗೋಡು: ಹಾಸಿಗೆ ಹಿಡಿದಿರುವ ರೋಗಿಗಳು ಮತ್ತು ವಿಕಲಚೇತನರನ್ನು ಆರೈಕೆ ಮಾಡುವವರಿಗೆ ಸಾಮಾಜಿಕ ನ್ಯಾಯ ಇಲಾಖೆಯು ಆಶ್ವಾಸ ಕಿರಣಂ ಯೋಜನೆಯಡಿ ಮಾಸಿಕ ಭತ್ಯೆ ನೀಡುತ್ತಿದೆ. ಜಿಲ್ಲೆಯಲ್ಲಿ ಸಾವಿರಾರು ಮಂದಿ ಫಲಾನುಭವಿಗಳಿದ್ದು ಹಲವು ತಿಂಗಳ ಬಾಕಿ ಮೊತ್ತವನ್ನು ಬಿಡುಗಡೆ ಮಾಡಲಾಗಿದೆ. ಒಟ್ಟು 8.75 ಕೋಟಿ ರೂ. ಮಂಜೂರುಗೊಳಿಸಲಾಗಿದೆ. xyxy=(46,1364,289,1470)
train-station-photo xyxy=(549,339,783,501)
photo-caption: ಮಂಜೇಶ್ವರ ತಾಲೂಕಿನ ವರ್ಕಾಡಿ ಮಂಡೆಕಾಪು ಶ್ರೀ ದುರ್ಗಾಪರಮೇಶ್ವರಿ ಯುವ ಬಳಗ ಕ್ಷೇತ್ರದಲ್ಲಿ ನಡೆದ ಶ್ರೀ ಗಣೇಶೋತ್ಸವ ಸಂದರ್ಭದಲ್ಲಿ ಜರಗಿದ ಕುಟ್ಟಿ ವಿದ್ಯಾರ್ಥಿ ಅಂಗಡಿ ಆಟದ ಟ್ರಸ್ಟ್‌ನ ಸೇವಾ ಚಟುವಟಿಕೆಗಳನ್ನು ಗುರುತಿಸಿ ಗೌರವಿಸಲಾಯಿತು. xyxy=(315,1762,746,1822)
brand-logo: ಹೊಸ ದಿಗಂತ xyxy=(1152,51,1233,72)
story-headline: ಭಜನಾ ಮಂದಿರದ ದಾರಂದ ಮುಹೂರ್ತ xyxy=(46,1610,222,1661)
bottom-sidebar xyxy=(1275,2297,1505,2345)
contact-links: website hosadigantha.com | E-paper epaper.hosadigantha.com | Email diganthamlr@gmail.com | Twitter HosadiganthaWeb xyxy=(415,168,1269,184)
story-body: ಕಾಸರಗೋಡು: ಗ್ರಾಮೀಣ ಮತ್ತು ನಗರ ಪ್ರದೇಶಗಳ ರಾಷ್ಟ್ರೀಯ ಗ್ರಾಮೀಣ ಉದ್ಯೋಗ ಖಾತರಿ ಯೋಜನೆಯ ಕಾರ್ಮಿಕರಿಗೆ ಓಣಂ ಹಬ್ಬದ ಸಲುವಾಗಿ ತಲಾ 1200 ರೂ.ನಂತೆ ವಿಶೇಷ ಓಣಂ ಬೋನಸ್ ವಿತರಿಸಲು ನಿರ್ಧರಿಸಲಾಗಿದೆ ಎಂದು ಕೇರಳ ಸರ್ಕಾರ ತಿಳಿಸಿದೆ. ಸಚಿವ ಎಂ.ಬಿ. ರಾಜೇಶ್ ಈ ಬಗ್ಗೆ ಮಾಹಿತಿ ನೀಡಿದರು. ಕಳೆದ ವರ್ಷ ಈ ಮೊತ್ತ 1000 ರೂ. ಆಗಿತ್ತು. ರಾಜ್ಯದ 5,25,991 ಮಂದಿ ಉದ್ಯೋಗ ಖಾತರಿ ಯೋಜನೆಯ ಕಾರ್ಮಿಕರಿಗೆ ಇದರ ಪ್ರಯೋಜನ ಲಭಿಸಲಿದೆ. ಈ ನಿಟ್ಟಿನಲ್ಲಿ 51.96 ಕೋಟಿ ರೂ. ಅನುದಾನವನ್ನು ಮಂಜೂರುಗೊಳಿಸಲಾಗಿದೆ. ಕಳೆದ ವರ್ಷ 100 ದಿನಗಳ ಕೆಲಸ ಪೂರ್ತಿಗೊಳಿಸಿದ ಕಾರ್ಮಿಕರಿಗೆ ಈ ಯೋಜನೆಯ ಪ್ರಯೋಜನ ದೊರಕಲಿದೆ. ಅಯ್ಯಂಕಾಳಿ ನಗರ ಉದ್ಯೋಗ ಖಾತರಿ ಯೋಜನೆಯ 6,368 ಮಂದಿ ಕಾರ್ಮಿಕರಿಗೂ ಇದರ ಪ್ರಯೋಜನ ಲಭಿಸಲಿದೆ. xyxy=(46,661,289,896)
page-number: 3 xyxy=(1423,51,1482,149)
felicitation-photo xyxy=(315,1526,749,1756)
qr-instructions xyxy=(243,63,473,137)
column-icon xyxy=(46,201,69,232)
qr-line: WhatsApp ಗ್ರೂಪ್ ಇಂದೇ ಸೇರಿ! xyxy=(243,120,412,135)
column-rule xyxy=(722,907,723,1506)
subsection xyxy=(1325,1119,1505,1501)
